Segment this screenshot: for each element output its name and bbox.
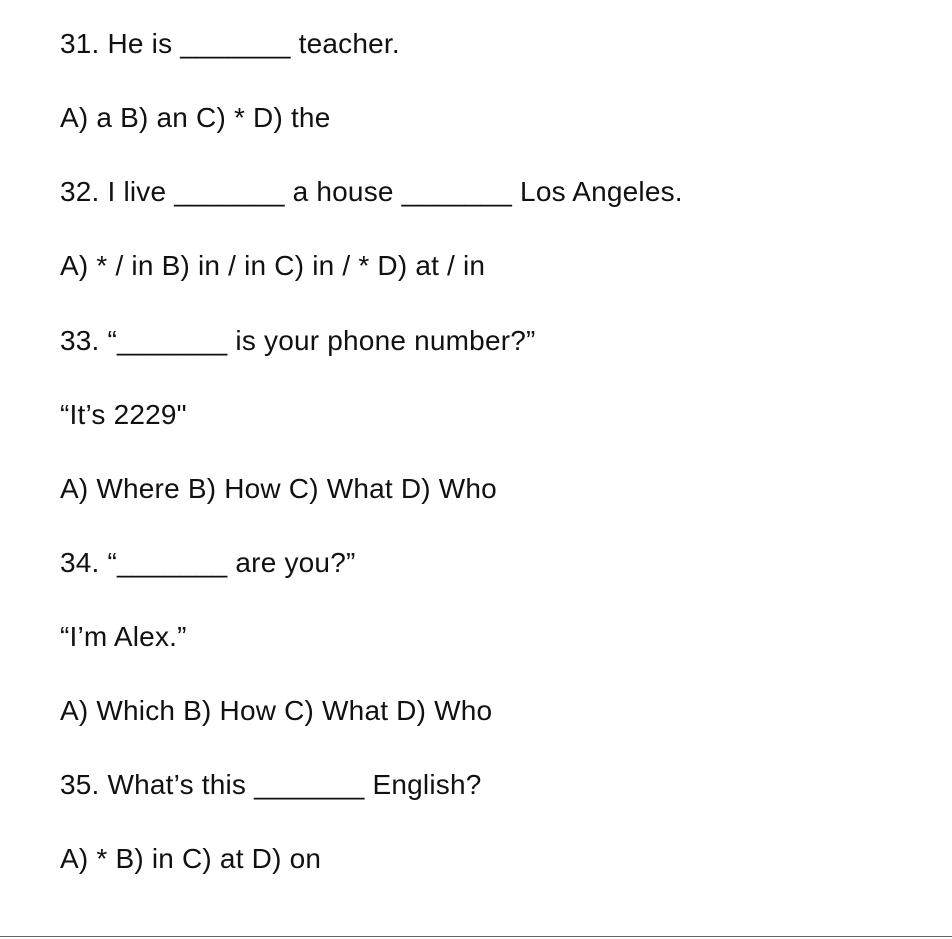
question-34-dialogue: “I’m Alex.” [60,621,187,652]
question-31: 31. He is _______ teacher. [60,28,400,59]
question-34-options: A) Which B) How C) What D) Who [60,695,493,726]
question-33-dialogue: “It’s 2229" [60,399,187,430]
question-32: 32. I live _______ a house _______ Los Angeles. [60,176,683,207]
bottom-divider [0,936,952,937]
question-35: 35. What’s this _______ English? [60,769,482,800]
question-32-options: A) * / in B) in / in C) in / * D) at / in [60,250,486,281]
question-34: 34. “_______ are you?” [60,547,356,578]
question-35-options: A) * B) in C) at D) on [60,843,322,874]
question-33-options: A) Where B) How C) What D) Who [60,473,497,504]
question-33: 33. “_______ is your phone number?” [60,325,536,356]
question-31-options: A) a B) an C) * D) the [60,102,331,133]
